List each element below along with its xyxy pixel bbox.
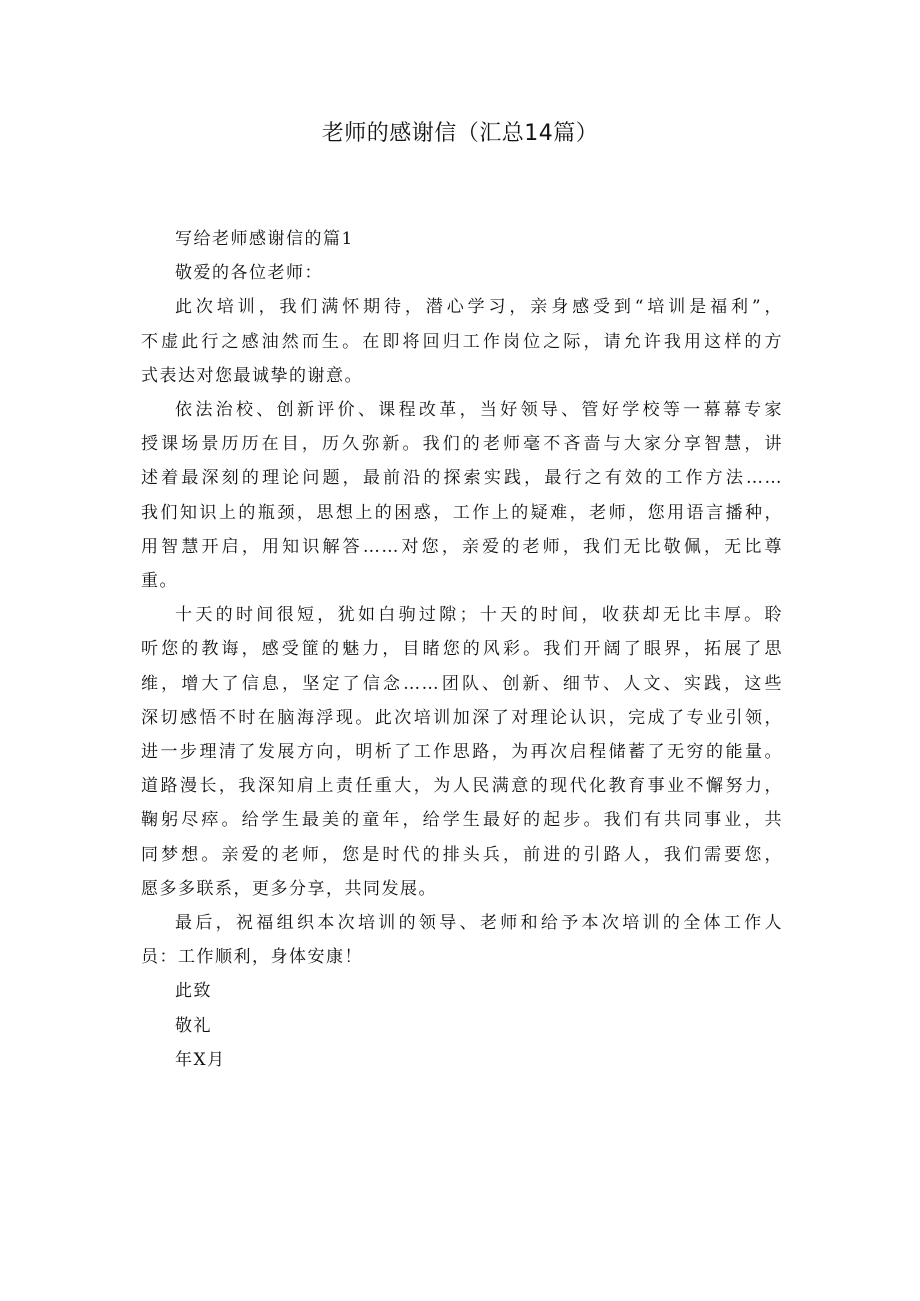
letter-body bbox=[141, 222, 783, 1077]
page-title: 老师的感谢信（汇总14篇） bbox=[321, 121, 599, 146]
paragraph-line: 道路漫长，我深知肩上责任重大，为人民满意的现代化教育事业不懈努力， bbox=[141, 776, 783, 797]
paragraph-line: 述着最深刻的理论问题，最前沿的探索实践，最行之有效的工作方法…… bbox=[141, 468, 783, 489]
paragraph-line: 依法治校、创新评价、课程改革，当好领导、管好学校等一幕幕专家 bbox=[175, 400, 783, 421]
paragraph-line: 深切感悟不时在脑海浮现。此次培训加深了对理论认识，完成了专业引领， bbox=[141, 707, 783, 728]
paragraph-line: 重。 bbox=[141, 571, 178, 592]
paragraph-line: 同梦想。亲爱的老师，您是时代的排头兵，前进的引路人，我们需要您， bbox=[141, 844, 783, 865]
paragraph-line: 员：工作顺利，身体安康！ bbox=[141, 947, 363, 968]
paragraph-line: 维，增大了信息，坚定了信念……团队、创新、细节、人文、实践，这些 bbox=[141, 673, 783, 694]
paragraph-line: 用智慧开启，用知识解答……对您，亲爱的老师，我们无比敬佩，无比尊 bbox=[141, 536, 783, 557]
paragraph-line: 此次培训，我们满怀期待，潜心学习，亲身感受到“培训是福利”， bbox=[175, 297, 783, 318]
paragraph-line: 授课场景历历在目，历久弥新。我们的老师毫不吝啬与大家分享智慧，讲 bbox=[141, 434, 783, 455]
date-line: 年X月 bbox=[175, 1049, 226, 1070]
paragraph-line: 最后，祝福组织本次培训的领导、老师和给予本次培训的全体工作人 bbox=[175, 913, 783, 934]
paragraph-line: 十天的时间很短，犹如白驹过隙；十天的时间，收获却无比丰厚。聆 bbox=[175, 605, 783, 626]
closing-line: 敬礼 bbox=[175, 1015, 212, 1036]
letter-heading: 写给老师感谢信的篇1 bbox=[175, 229, 354, 249]
paragraph-line: 我们知识上的瓶颈，思想上的困惑，工作上的疑难，老师，您用语言播种， bbox=[141, 502, 783, 523]
paragraph-line: 进一步理清了发展方向，明析了工作思路，为再次启程储蓄了无穷的能量。 bbox=[141, 742, 783, 763]
paragraph-line: 听您的教诲，感受篚的魅力，目睹您的风彩。我们开阔了眼界，拓展了思 bbox=[141, 639, 783, 660]
paragraph-line: 式表达对您最诚挚的谢意。 bbox=[141, 365, 363, 386]
paragraph-line: 鞠躬尽瘁。给学生最美的童年，给学生最好的起步。我们有共同事业，共 bbox=[141, 810, 783, 831]
closing-line: 此致 bbox=[175, 981, 212, 1002]
paragraph-line: 不虚此行之感油然而生。在即将回归工作岗位之际，请允许我用这样的方 bbox=[141, 331, 783, 352]
letter-salutation: 敬爱的各位老师： bbox=[175, 263, 323, 284]
paragraph-line: 愿多多联系，更多分享，共同发展。 bbox=[141, 878, 437, 899]
